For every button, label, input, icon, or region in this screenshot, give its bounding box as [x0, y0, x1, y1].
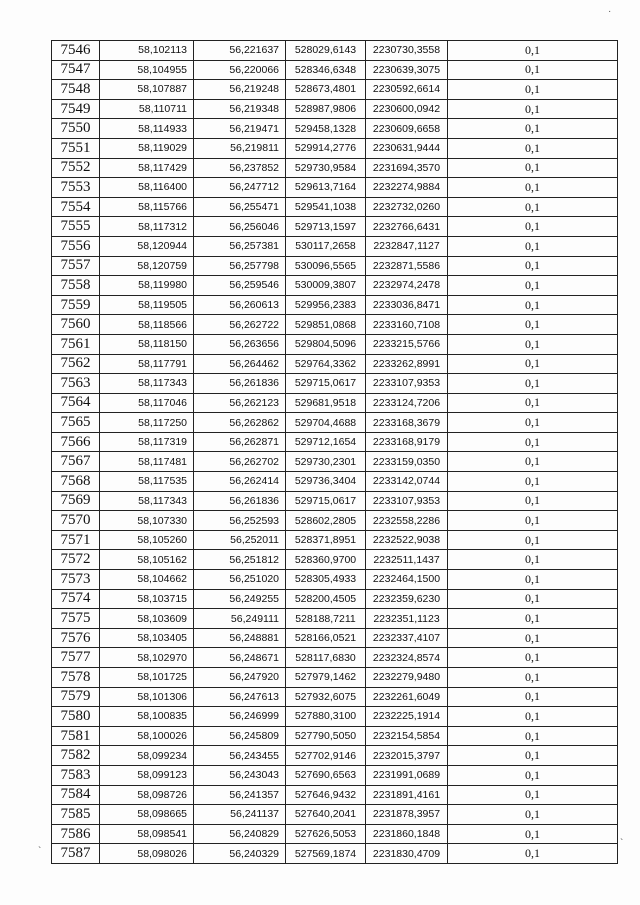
- latitude-cell: 58,117535: [100, 472, 194, 492]
- longitude-cell: 56,251812: [194, 550, 286, 570]
- point-number-cell: 7565: [52, 413, 100, 433]
- tolerance-cell: 0,1: [448, 60, 618, 80]
- latitude-cell: 58,104662: [100, 570, 194, 590]
- coord-y-cell: 2231991,0689: [366, 765, 448, 785]
- latitude-cell: 58,115766: [100, 197, 194, 217]
- tolerance-cell: 0,1: [448, 276, 618, 296]
- latitude-cell: 58,101725: [100, 668, 194, 688]
- tolerance-cell: 0,1: [448, 589, 618, 609]
- longitude-cell: 56,245809: [194, 726, 286, 746]
- longitude-cell: 56,262702: [194, 452, 286, 472]
- longitude-cell: 56,262722: [194, 315, 286, 335]
- coord-x-cell: 528673,4801: [286, 80, 366, 100]
- tolerance-cell: 0,1: [448, 530, 618, 550]
- tolerance-cell: 0,1: [448, 570, 618, 590]
- table-row: [52, 511, 618, 531]
- coord-x-cell: 528360,9700: [286, 550, 366, 570]
- coord-x-cell: 529730,9584: [286, 158, 366, 178]
- latitude-cell: 58,117791: [100, 354, 194, 374]
- coord-x-cell: 529851,0868: [286, 315, 366, 335]
- point-number-cell: 7557: [52, 256, 100, 276]
- coord-y-cell: 2232464,1500: [366, 570, 448, 590]
- point-number-cell: 7583: [52, 765, 100, 785]
- coord-y-cell: 2232847,1127: [366, 236, 448, 256]
- table-row: [52, 99, 618, 119]
- point-number-cell: 7556: [52, 236, 100, 256]
- latitude-cell: 58,102970: [100, 648, 194, 668]
- longitude-cell: 56,249255: [194, 589, 286, 609]
- coord-y-cell: 2232974,2478: [366, 276, 448, 296]
- table-row: [52, 805, 618, 825]
- latitude-cell: 58,099234: [100, 746, 194, 766]
- latitude-cell: 58,117046: [100, 393, 194, 413]
- longitude-cell: 56,241137: [194, 805, 286, 825]
- tolerance-cell: 0,1: [448, 491, 618, 511]
- table-row: [52, 472, 618, 492]
- coord-y-cell: 2231830,4709: [366, 844, 448, 864]
- tolerance-cell: 0,1: [448, 452, 618, 472]
- coord-y-cell: 2232324,8574: [366, 648, 448, 668]
- longitude-cell: 56,264462: [194, 354, 286, 374]
- tolerance-cell: 0,1: [448, 217, 618, 237]
- coord-y-cell: 2232274,9884: [366, 178, 448, 198]
- table-row: [52, 452, 618, 472]
- coord-y-cell: 2233262,8991: [366, 354, 448, 374]
- tolerance-cell: 0,1: [448, 413, 618, 433]
- longitude-cell: 56,257381: [194, 236, 286, 256]
- latitude-cell: 58,102113: [100, 41, 194, 61]
- coord-y-cell: 2233036,8471: [366, 295, 448, 315]
- coord-y-cell: 2233168,3679: [366, 413, 448, 433]
- coord-x-cell: 529730,2301: [286, 452, 366, 472]
- coord-x-cell: 529764,3362: [286, 354, 366, 374]
- tolerance-cell: 0,1: [448, 393, 618, 413]
- point-number-cell: 7572: [52, 550, 100, 570]
- longitude-cell: 56,252011: [194, 530, 286, 550]
- table-row: [52, 668, 618, 688]
- table-row: [52, 138, 618, 158]
- latitude-cell: 58,098665: [100, 805, 194, 825]
- coord-y-cell: 2233124,7206: [366, 393, 448, 413]
- point-number-cell: 7585: [52, 805, 100, 825]
- longitude-cell: 56,240829: [194, 824, 286, 844]
- longitude-cell: 56,252593: [194, 511, 286, 531]
- table-row: [52, 844, 618, 864]
- tolerance-cell: 0,1: [448, 628, 618, 648]
- table-row: [52, 824, 618, 844]
- coord-x-cell: 529956,2383: [286, 295, 366, 315]
- point-number-cell: 7547: [52, 60, 100, 80]
- coord-x-cell: 529712,1654: [286, 432, 366, 452]
- table-row: [52, 217, 618, 237]
- table-row: [52, 413, 618, 433]
- coord-x-cell: 529458,1328: [286, 119, 366, 139]
- table-row: [52, 609, 618, 629]
- longitude-cell: 56,247920: [194, 668, 286, 688]
- coord-x-cell: 529704,4688: [286, 413, 366, 433]
- longitude-cell: 56,219811: [194, 138, 286, 158]
- point-number-cell: 7554: [52, 197, 100, 217]
- point-number-cell: 7586: [52, 824, 100, 844]
- latitude-cell: 58,119505: [100, 295, 194, 315]
- latitude-cell: 58,118150: [100, 334, 194, 354]
- point-number-cell: 7582: [52, 746, 100, 766]
- longitude-cell: 56,262414: [194, 472, 286, 492]
- coord-x-cell: 529681,9518: [286, 393, 366, 413]
- latitude-cell: 58,110711: [100, 99, 194, 119]
- longitude-cell: 56,243043: [194, 765, 286, 785]
- tolerance-cell: 0,1: [448, 178, 618, 198]
- longitude-cell: 56,261836: [194, 491, 286, 511]
- latitude-cell: 58,117250: [100, 413, 194, 433]
- table-row: [52, 80, 618, 100]
- coord-y-cell: 2232522,9038: [366, 530, 448, 550]
- tolerance-cell: 0,1: [448, 432, 618, 452]
- latitude-cell: 58,105162: [100, 550, 194, 570]
- coord-x-cell: 529713,1597: [286, 217, 366, 237]
- tolerance-cell: 0,1: [448, 334, 618, 354]
- tolerance-cell: 0,1: [448, 354, 618, 374]
- latitude-cell: 58,118566: [100, 315, 194, 335]
- coord-x-cell: 530117,2658: [286, 236, 366, 256]
- tolerance-cell: 0,1: [448, 80, 618, 100]
- table-row: [52, 628, 618, 648]
- coord-y-cell: 2233107,9353: [366, 374, 448, 394]
- table-row: [52, 158, 618, 178]
- longitude-cell: 56,237852: [194, 158, 286, 178]
- point-number-cell: 7575: [52, 609, 100, 629]
- table-row: [52, 256, 618, 276]
- coord-y-cell: 2233142,0744: [366, 472, 448, 492]
- coordinates-table-body: [52, 41, 618, 864]
- longitude-cell: 56,260613: [194, 295, 286, 315]
- latitude-cell: 58,105260: [100, 530, 194, 550]
- coord-x-cell: 528188,7211: [286, 609, 366, 629]
- latitude-cell: 58,117319: [100, 432, 194, 452]
- longitude-cell: 56,261836: [194, 374, 286, 394]
- point-number-cell: 7573: [52, 570, 100, 590]
- coord-y-cell: 2231878,3957: [366, 805, 448, 825]
- point-number-cell: 7550: [52, 119, 100, 139]
- coord-x-cell: 527640,2041: [286, 805, 366, 825]
- table-row: [52, 393, 618, 413]
- latitude-cell: 58,117343: [100, 374, 194, 394]
- table-row: [52, 374, 618, 394]
- tolerance-cell: 0,1: [448, 295, 618, 315]
- coord-y-cell: 2230592,6614: [366, 80, 448, 100]
- table-row: [52, 60, 618, 80]
- coord-x-cell: 529715,0617: [286, 374, 366, 394]
- latitude-cell: 58,117343: [100, 491, 194, 511]
- point-number-cell: 7551: [52, 138, 100, 158]
- longitude-cell: 56,263656: [194, 334, 286, 354]
- coord-x-cell: 530009,3807: [286, 276, 366, 296]
- point-number-cell: 7574: [52, 589, 100, 609]
- coord-y-cell: 2232015,3797: [366, 746, 448, 766]
- coord-x-cell: 527690,6563: [286, 765, 366, 785]
- coord-y-cell: 2230609,6658: [366, 119, 448, 139]
- coord-x-cell: 528166,0521: [286, 628, 366, 648]
- latitude-cell: 58,103609: [100, 609, 194, 629]
- coord-y-cell: 2232558,2286: [366, 511, 448, 531]
- latitude-cell: 58,119980: [100, 276, 194, 296]
- coord-y-cell: 2230631,9444: [366, 138, 448, 158]
- tolerance-cell: 0,1: [448, 315, 618, 335]
- coord-y-cell: 2233160,7108: [366, 315, 448, 335]
- table-row: [52, 334, 618, 354]
- point-number-cell: 7563: [52, 374, 100, 394]
- table-row: [52, 530, 618, 550]
- point-number-cell: 7581: [52, 726, 100, 746]
- coord-y-cell: 2232871,5586: [366, 256, 448, 276]
- table-row: [52, 687, 618, 707]
- coord-x-cell: 529914,2776: [286, 138, 366, 158]
- latitude-cell: 58,117481: [100, 452, 194, 472]
- table-row: [52, 570, 618, 590]
- coord-y-cell: 2232351,1123: [366, 609, 448, 629]
- point-number-cell: 7549: [52, 99, 100, 119]
- coord-y-cell: 2231694,3570: [366, 158, 448, 178]
- coord-y-cell: 2232225,1914: [366, 707, 448, 727]
- point-number-cell: 7546: [52, 41, 100, 61]
- coordinates-table: [51, 40, 618, 864]
- coord-x-cell: 529613,7164: [286, 178, 366, 198]
- point-number-cell: 7564: [52, 393, 100, 413]
- coord-y-cell: 2233159,0350: [366, 452, 448, 472]
- tolerance-cell: 0,1: [448, 550, 618, 570]
- latitude-cell: 58,103405: [100, 628, 194, 648]
- point-number-cell: 7578: [52, 668, 100, 688]
- latitude-cell: 58,101306: [100, 687, 194, 707]
- point-number-cell: 7562: [52, 354, 100, 374]
- coord-x-cell: 527569,1874: [286, 844, 366, 864]
- table-row: [52, 315, 618, 335]
- longitude-cell: 56,251020: [194, 570, 286, 590]
- longitude-cell: 56,248671: [194, 648, 286, 668]
- coord-x-cell: 529804,5096: [286, 334, 366, 354]
- table-row: [52, 432, 618, 452]
- coord-y-cell: 2231860,1848: [366, 824, 448, 844]
- coord-x-cell: 528200,4505: [286, 589, 366, 609]
- coord-y-cell: 2230730,3558: [366, 41, 448, 61]
- latitude-cell: 58,098026: [100, 844, 194, 864]
- coord-x-cell: 528305,4933: [286, 570, 366, 590]
- coord-y-cell: 2230600,0942: [366, 99, 448, 119]
- latitude-cell: 58,098541: [100, 824, 194, 844]
- coord-y-cell: 2232359,6230: [366, 589, 448, 609]
- scan-tick-mark-right: `: [620, 838, 624, 849]
- table-row: [52, 178, 618, 198]
- tolerance-cell: 0,1: [448, 236, 618, 256]
- latitude-cell: 58,098726: [100, 785, 194, 805]
- table-row: [52, 295, 618, 315]
- tolerance-cell: 0,1: [448, 158, 618, 178]
- longitude-cell: 56,257798: [194, 256, 286, 276]
- point-number-cell: 7559: [52, 295, 100, 315]
- longitude-cell: 56,262123: [194, 393, 286, 413]
- tolerance-cell: 0,1: [448, 805, 618, 825]
- longitude-cell: 56,219471: [194, 119, 286, 139]
- longitude-cell: 56,248881: [194, 628, 286, 648]
- point-number-cell: 7561: [52, 334, 100, 354]
- tolerance-cell: 0,1: [448, 668, 618, 688]
- tolerance-cell: 0,1: [448, 197, 618, 217]
- point-number-cell: 7566: [52, 432, 100, 452]
- latitude-cell: 58,117429: [100, 158, 194, 178]
- tolerance-cell: 0,1: [448, 765, 618, 785]
- coord-x-cell: 528987,9806: [286, 99, 366, 119]
- coord-x-cell: 529541,1038: [286, 197, 366, 217]
- coord-y-cell: 2232732,0260: [366, 197, 448, 217]
- tolerance-cell: 0,1: [448, 99, 618, 119]
- longitude-cell: 56,219248: [194, 80, 286, 100]
- coord-x-cell: 529736,3404: [286, 472, 366, 492]
- table-row: [52, 707, 618, 727]
- latitude-cell: 58,103715: [100, 589, 194, 609]
- coord-x-cell: 527646,9432: [286, 785, 366, 805]
- coord-y-cell: 2232337,4107: [366, 628, 448, 648]
- coord-x-cell: 527790,5050: [286, 726, 366, 746]
- table-row: [52, 491, 618, 511]
- coord-x-cell: 527626,5053: [286, 824, 366, 844]
- tolerance-cell: 0,1: [448, 785, 618, 805]
- tolerance-cell: 0,1: [448, 648, 618, 668]
- point-number-cell: 7558: [52, 276, 100, 296]
- longitude-cell: 56,256046: [194, 217, 286, 237]
- coord-y-cell: 2232766,6431: [366, 217, 448, 237]
- tolerance-cell: 0,1: [448, 687, 618, 707]
- latitude-cell: 58,120944: [100, 236, 194, 256]
- tolerance-cell: 0,1: [448, 726, 618, 746]
- table-row: [52, 765, 618, 785]
- coord-x-cell: 528346,6348: [286, 60, 366, 80]
- coord-x-cell: 527932,6075: [286, 687, 366, 707]
- point-number-cell: 7576: [52, 628, 100, 648]
- point-number-cell: 7560: [52, 315, 100, 335]
- longitude-cell: 56,247712: [194, 178, 286, 198]
- point-number-cell: 7570: [52, 511, 100, 531]
- point-number-cell: 7579: [52, 687, 100, 707]
- table-row: [52, 236, 618, 256]
- coord-y-cell: 2233168,9179: [366, 432, 448, 452]
- tolerance-cell: 0,1: [448, 472, 618, 492]
- longitude-cell: 56,243455: [194, 746, 286, 766]
- table-row: [52, 589, 618, 609]
- point-number-cell: 7569: [52, 491, 100, 511]
- longitude-cell: 56,220066: [194, 60, 286, 80]
- latitude-cell: 58,099123: [100, 765, 194, 785]
- tolerance-cell: 0,1: [448, 41, 618, 61]
- latitude-cell: 58,100835: [100, 707, 194, 727]
- table-row: [52, 550, 618, 570]
- coord-x-cell: 528602,2805: [286, 511, 366, 531]
- table-row: [52, 648, 618, 668]
- scan-tick-mark-left: `: [38, 846, 42, 857]
- tolerance-cell: 0,1: [448, 138, 618, 158]
- latitude-cell: 58,117312: [100, 217, 194, 237]
- point-number-cell: 7587: [52, 844, 100, 864]
- latitude-cell: 58,104955: [100, 60, 194, 80]
- coord-x-cell: 527702,9146: [286, 746, 366, 766]
- longitude-cell: 56,221637: [194, 41, 286, 61]
- point-number-cell: 7567: [52, 452, 100, 472]
- point-number-cell: 7548: [52, 80, 100, 100]
- point-number-cell: 7568: [52, 472, 100, 492]
- tolerance-cell: 0,1: [448, 256, 618, 276]
- coord-x-cell: 527880,3100: [286, 707, 366, 727]
- longitude-cell: 56,240329: [194, 844, 286, 864]
- latitude-cell: 58,116400: [100, 178, 194, 198]
- tolerance-cell: 0,1: [448, 119, 618, 139]
- point-number-cell: 7553: [52, 178, 100, 198]
- table-row: [52, 41, 618, 61]
- longitude-cell: 56,249111: [194, 609, 286, 629]
- tolerance-cell: 0,1: [448, 374, 618, 394]
- tolerance-cell: 0,1: [448, 824, 618, 844]
- tolerance-cell: 0,1: [448, 844, 618, 864]
- table-row: [52, 726, 618, 746]
- coord-x-cell: 529715,0617: [286, 491, 366, 511]
- tolerance-cell: 0,1: [448, 609, 618, 629]
- latitude-cell: 58,107330: [100, 511, 194, 531]
- coord-x-cell: 530096,5565: [286, 256, 366, 276]
- longitude-cell: 56,247613: [194, 687, 286, 707]
- coord-x-cell: 528029,6143: [286, 41, 366, 61]
- table-row: [52, 746, 618, 766]
- point-number-cell: 7552: [52, 158, 100, 178]
- coord-x-cell: 527979,1462: [286, 668, 366, 688]
- scan-dot-mark: ·: [608, 6, 612, 17]
- point-number-cell: 7584: [52, 785, 100, 805]
- longitude-cell: 56,262871: [194, 432, 286, 452]
- coord-y-cell: 2232261,6049: [366, 687, 448, 707]
- point-number-cell: 7555: [52, 217, 100, 237]
- coord-y-cell: 2230639,3075: [366, 60, 448, 80]
- longitude-cell: 56,262862: [194, 413, 286, 433]
- coord-y-cell: 2233215,5766: [366, 334, 448, 354]
- tolerance-cell: 0,1: [448, 707, 618, 727]
- latitude-cell: 58,119029: [100, 138, 194, 158]
- coord-x-cell: 528371,8951: [286, 530, 366, 550]
- latitude-cell: 58,114933: [100, 119, 194, 139]
- longitude-cell: 56,241357: [194, 785, 286, 805]
- latitude-cell: 58,100026: [100, 726, 194, 746]
- longitude-cell: 56,246999: [194, 707, 286, 727]
- point-number-cell: 7571: [52, 530, 100, 550]
- tolerance-cell: 0,1: [448, 746, 618, 766]
- table-row: [52, 785, 618, 805]
- latitude-cell: 58,107887: [100, 80, 194, 100]
- coord-y-cell: 2232511,1437: [366, 550, 448, 570]
- point-number-cell: 7577: [52, 648, 100, 668]
- coord-y-cell: 2232154,5854: [366, 726, 448, 746]
- latitude-cell: 58,120759: [100, 256, 194, 276]
- table-row: [52, 276, 618, 296]
- coord-y-cell: 2231891,4161: [366, 785, 448, 805]
- coord-x-cell: 528117,6830: [286, 648, 366, 668]
- tolerance-cell: 0,1: [448, 511, 618, 531]
- coord-y-cell: 2232279,9480: [366, 668, 448, 688]
- table-row: [52, 119, 618, 139]
- table-row: [52, 197, 618, 217]
- longitude-cell: 56,219348: [194, 99, 286, 119]
- point-number-cell: 7580: [52, 707, 100, 727]
- coord-y-cell: 2233107,9353: [366, 491, 448, 511]
- longitude-cell: 56,259546: [194, 276, 286, 296]
- table-row: [52, 354, 618, 374]
- longitude-cell: 56,255471: [194, 197, 286, 217]
